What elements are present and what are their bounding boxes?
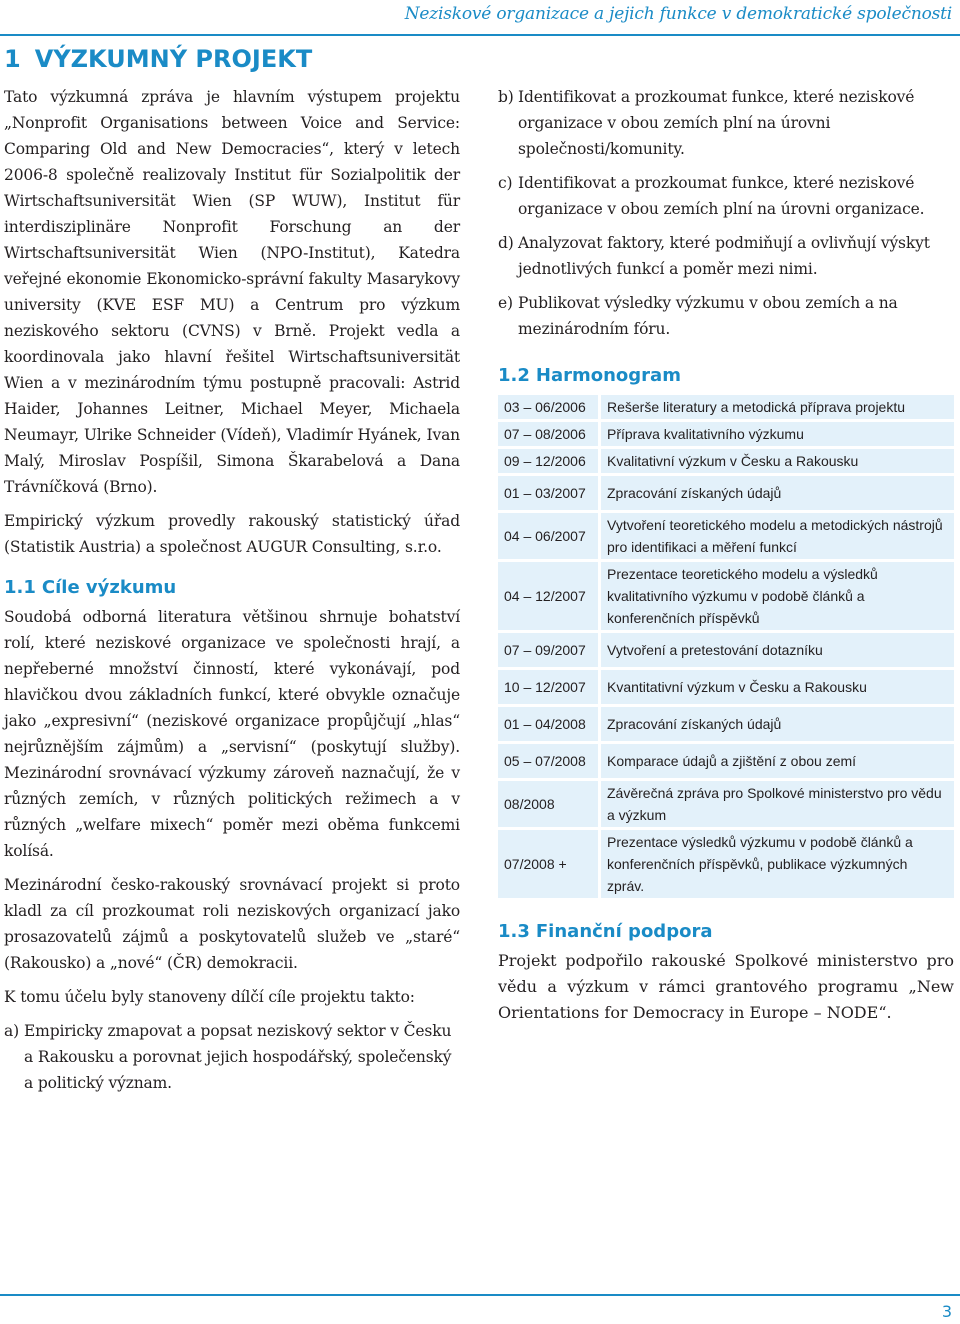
goals-list-left [4,1018,460,1096]
table-row [498,743,954,780]
table-row [498,421,954,448]
section-1-1-paragraph: Mezinárodní česko-rakouský srovnávací projekt si proto kladl za cíl prozkoumat roli neziskových organizací jako prosazovatelů zájmů a poskytovatelů služeb ve „staré“ (Rakousko) a „nové“ (ČR) demokracii. [4,876,460,972]
schedule-task: Komparace údajů a zjištění z obou zemí [600,743,955,780]
section-1-paragraph: Empirický výzkum provedly rakouský statistický úřad (Statistik Austria) a společnost AUGUR Consulting, s.r.o. [4,512,460,556]
schedule-task: Vytvoření a pretestování dotazníku [600,632,955,669]
goal-marker: c) [498,174,513,192]
schedule-date: 04 – 06/2007 [498,512,600,561]
section-1-1-paragraph: K tomu účelu byly stanoveny dílčí cíle projektu takto: [4,988,415,1006]
schedule-task: Prezentace výsledků výzkumu v podobě článků a konferenčních příspěvků, publikace výzkumných zpráv. [600,829,955,899]
schedule-date: 10 – 12/2007 [498,669,600,706]
schedule-task: Zpracování získaných údajů [600,475,955,512]
schedule-task: Zpracování získaných údajů [600,706,955,743]
schedule-task: Závěrečná zpráva pro Spolkové ministerstvo pro vědu a výzkum [600,780,955,829]
goal-text: Identifikovat a prozkoumat funkce, které neziskové organizace v obou zemích plní na úrovni společnosti/komunity. [518,88,915,158]
section-1-1-paragraph: Soudobá odborná literatura většinou shrnuje bohatství rolí, které neziskové organizace ve společnosti hrají, a nepřeberné množství činností, které vykonávají, pod hlavičkou dvou základních funkcí, které obvykle označuje jako „expresivní“ (neziskové organizace propůjčují „hlas“ nejrůznějším zájmům) a „servisní“ (poskytují služby). Mezinárodní srovnávací výzkumy zároveň naznačují, že v různých zemích, v různých politických režimech a v různých „welfare mixech“ poměr mezi oběma funkcemi kolísá. [4,608,460,860]
table-row [498,780,954,829]
table-row [498,669,954,706]
schedule-date: 01 – 03/2007 [498,475,600,512]
goal-item [498,170,954,222]
goal-text: Publikovat výsledky výzkumu v obou zemích a na mezinárodním fóru. [518,294,898,338]
section-1-title: VÝZKUMNÝ PROJEKT [34,45,313,73]
goal-item [498,230,954,282]
section-1-3-number: 1.3 [498,921,530,942]
section-1-2-heading [498,364,954,388]
schedule-date: 01 – 04/2008 [498,706,600,743]
header-rule [0,34,960,36]
schedule-date: 05 – 07/2008 [498,743,600,780]
goal-marker: b) [498,88,514,106]
schedule-task: Příprava kvalitativního výzkumu [600,421,955,448]
table-row [498,561,954,632]
goal-text: Empiricky zmapovat a popsat neziskový sektor v Česku a Rakousku a porovnat jejich hospodářský, společenský a politický význam. [24,1022,452,1092]
section-1-3-paragraph: Projekt podpořilo rakouské Spolkové ministerstvo pro vědu a výzkum v rámci grantového programu „New Orientations for Democracy in Europe – NODE“. [498,951,954,1022]
section-1-number: 1 [4,45,21,73]
goal-text: Identifikovat a prozkoumat funkce, které neziskové organizace v obou zemích plní na úrovni organizace. [518,174,925,218]
schedule-date: 08/2008 [498,780,600,829]
section-1-1-number: 1.1 [4,577,36,598]
section-1-1-title: Cíle výzkumu [41,577,177,598]
table-row [498,706,954,743]
goal-marker: e) [498,294,513,312]
running-header: Neziskové organizace a jejich funkce v demokratické společnosti [404,4,952,24]
schedule-task: Kvantitativní výzkum v Česku a Rakousku [600,669,955,706]
table-row [498,512,954,561]
section-1-3-title: Finanční podpora [535,921,713,942]
schedule-date: 07 – 09/2007 [498,632,600,669]
section-1-3-heading [498,920,954,944]
schedule-task: Kvalitativní výzkum v Česku a Rakousku [600,448,955,475]
footer-rule [0,1294,960,1296]
section-1-2-title: Harmonogram [535,365,681,386]
table-row [498,448,954,475]
section-1-heading [4,44,460,74]
section-1-paragraph: Tato výzkumná zpráva je hlavním výstupem projektu „Nonprofit Organisations between Voice and Service: Comparing Old and New Democracies“, který v letech 2006-8 společně realizovaly Institut für Sozialpolitik der Wirtschaftsuniversität Wien (SP WUW), Institut für interdisziplinäre Nonprofit Forschung an der Wirtschaftsuniversität Wien (NPO-Institut), Katedra veřejné ekonomie Ekonomicko-správní fakulty Masarykovy university (KVE ESF MU) a Centrum pro výzkum neziskového sektoru (CVNS) v Brně. Projekt vedla a koordinovala jako hlavní řešitel Wirtschaftsuniversität Wien a v mezinárodním týmu postupně pracovali: Astrid Haider, Johannes Leitner, Michael Meyer, Michaela Neumayr, Ulrike Schneider (Vídeň), Vladimír Hyánek, Ivan Malý, Miroslav Pospíšil, Simona Škarabelová a Dana Trávníčková (Brno). [4,88,460,496]
schedule-date: 07/2008 + [498,829,600,899]
schedule-date: 03 – 06/2006 [498,394,600,421]
schedule-task: Rešerše literatury a metodická příprava projektu [600,394,955,421]
section-1-2-number: 1.2 [498,365,530,386]
table-row [498,632,954,669]
schedule-date: 09 – 12/2006 [498,448,600,475]
goals-list-right [498,84,954,342]
table-row [498,475,954,512]
goal-text: Analyzovat faktory, které podmiňují a ovlivňují výskyt jednotlivých funkcí a poměr mezi nimi. [518,234,930,278]
table-row [498,829,954,899]
goal-item [498,290,954,342]
right-column [498,84,954,1034]
section-1-1-heading [4,576,460,600]
goal-marker: d) [498,234,514,252]
table-row [498,394,954,421]
schedule-task: Vytvoření teoretického modelu a metodických nástrojů pro identifikaci a měření funkcí [600,512,955,561]
schedule-table [498,392,954,898]
goal-marker: a) [4,1022,19,1040]
schedule-date: 07 – 08/2006 [498,421,600,448]
goal-item [498,84,954,162]
page-number: 3 [941,1302,952,1321]
left-column [4,44,460,1104]
goal-item [4,1018,460,1096]
schedule-date: 04 – 12/2007 [498,561,600,632]
schedule-task: Prezentace teoretického modelu a výsledků kvalitativního výzkumu v podobě článků a konferenčních příspěvků [600,561,955,632]
